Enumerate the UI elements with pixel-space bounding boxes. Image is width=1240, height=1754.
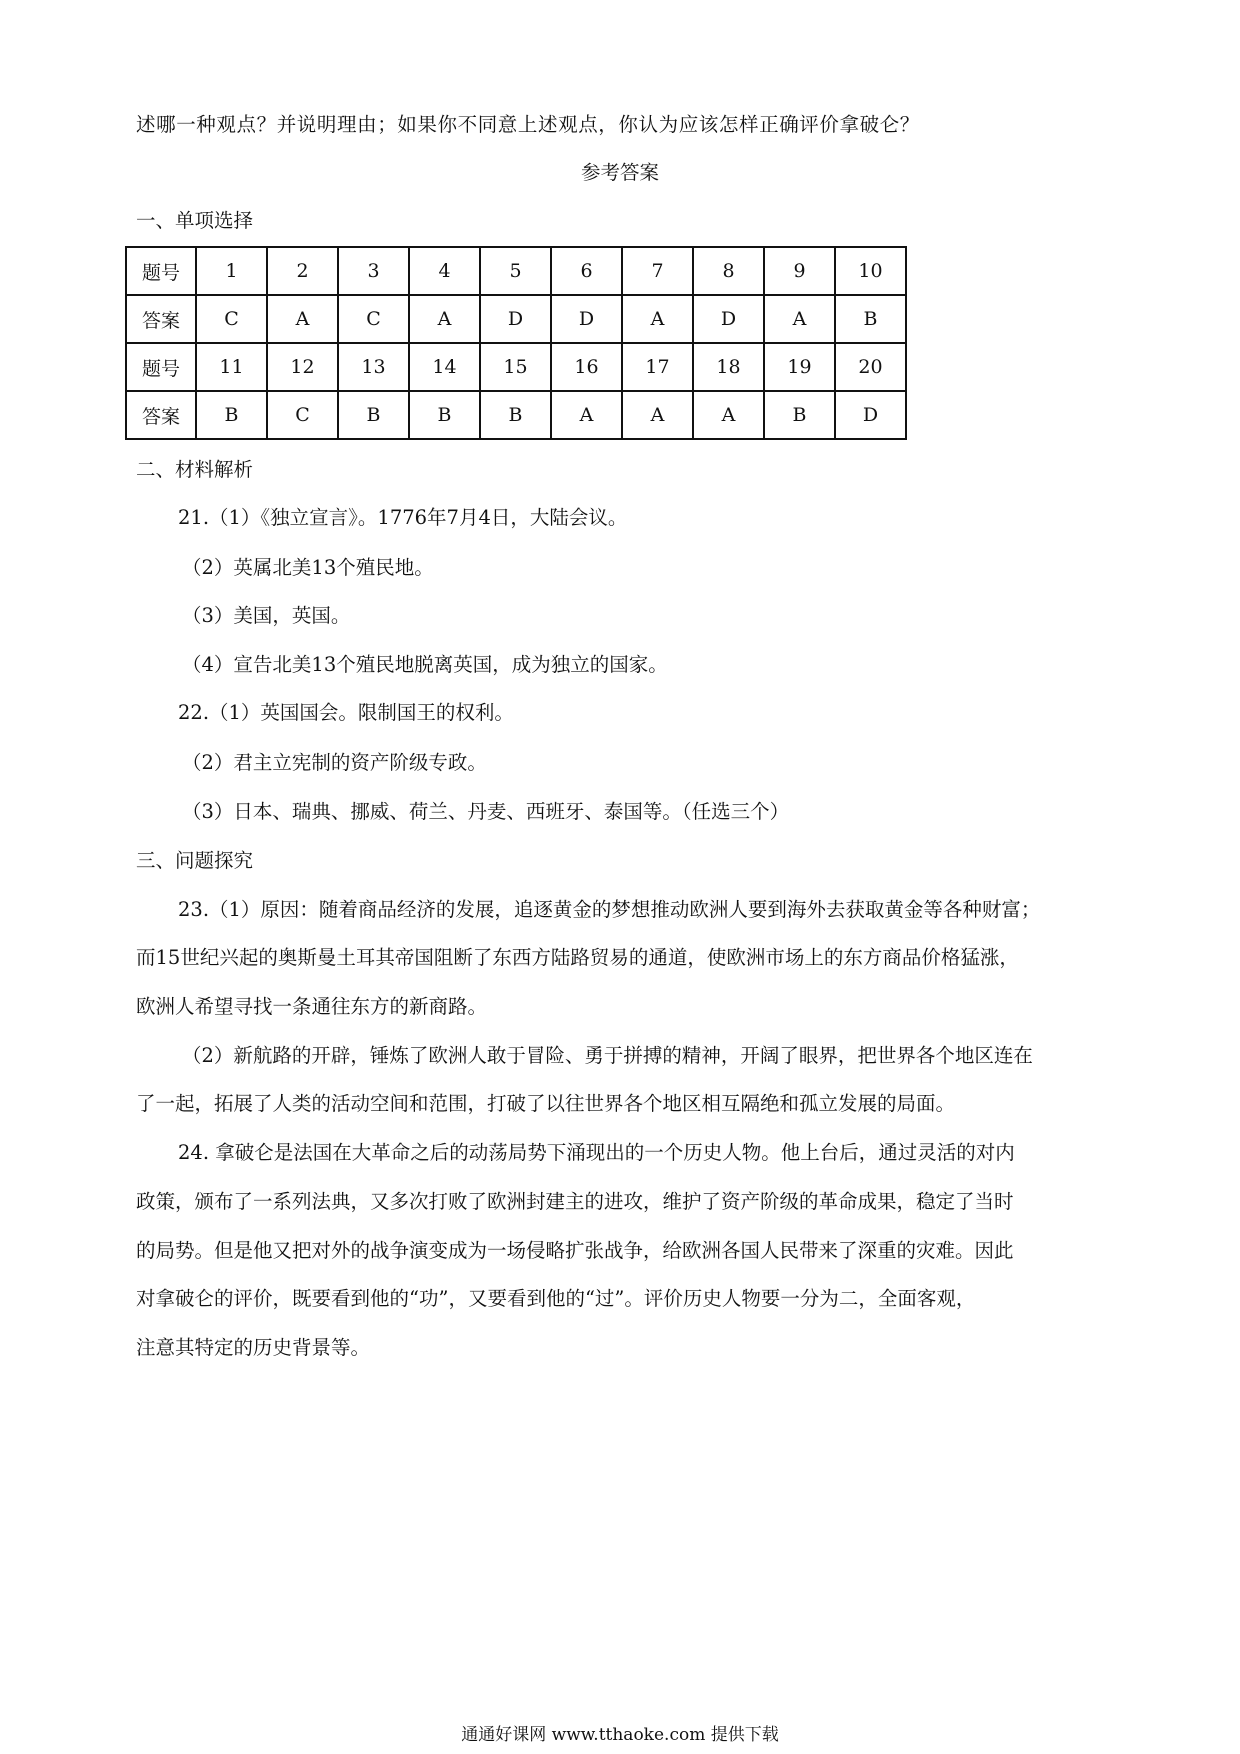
continued-question-line: 述哪一种观点？并说明理由；如果你不同意上述观点，你认为应该怎样正确评价拿破仑？ <box>136 113 920 136</box>
table-cell: 16 <box>551 343 622 391</box>
table-cell: D <box>480 295 551 343</box>
table-cell: 1 <box>196 247 267 295</box>
table-cell: A <box>622 295 693 343</box>
page-footer: 通通好课网 www.tthaoke.com 提供下载 <box>461 1725 779 1745</box>
answer-title: 参考答案 <box>580 161 659 184</box>
table-cell: 11 <box>196 343 267 391</box>
table-cell: B <box>764 391 835 439</box>
answer-23-2-line-1: （2）新航路的开辟，锤炼了欧洲人敢于冒险、勇于拼搏的精神，开阔了眼界，把世界各个地区连在 <box>182 1044 1033 1067</box>
table-cell: 8 <box>693 247 764 295</box>
table-cell: A <box>551 391 622 439</box>
answer-21-3: （3）美国，英国。 <box>182 604 351 627</box>
table-cell: 6 <box>551 247 622 295</box>
answer-23-line-2: 而15世纪兴起的奥斯曼土耳其帝国阻断了东西方陆路贸易的通道，使欧洲市场上的东方商品价格猛涨， <box>136 946 1019 969</box>
answer-23-2-line-2: 了一起，拓展了人类的活动空间和范围，打破了以往世界各个地区相互隔绝和孤立发展的局面。 <box>136 1092 956 1115</box>
answer-24-line-3: 的局势。但是他又把对外的战争演变成为一场侵略扩张战争，给欧洲各国人民带来了深重的灾难。因此 <box>136 1239 1014 1262</box>
table-cell: A <box>267 295 338 343</box>
table-cell: 20 <box>835 343 906 391</box>
table-cell: A <box>622 391 693 439</box>
answer-23-line-1: 23.（1）原因：随着商品经济的发展，追逐黄金的梦想推动欧洲人要到海外去获取黄金等各种财富； <box>178 898 1041 921</box>
table-cell: B <box>196 391 267 439</box>
answer-24-line-1: 24. 拿破仑是法国在大革命之后的动荡局势下涌现出的一个历史人物。他上台后，通过灵活的对内 <box>178 1141 1015 1164</box>
table-cell: 4 <box>409 247 480 295</box>
table-cell: 12 <box>267 343 338 391</box>
table-cell: B <box>409 391 480 439</box>
table-cell: A <box>693 391 764 439</box>
table-cell: 18 <box>693 343 764 391</box>
answer-table <box>125 246 907 440</box>
table-row <box>126 295 906 343</box>
table-row <box>126 391 906 439</box>
table-row <box>126 343 906 391</box>
answer-24-line-5: 注意其特定的历史背景等。 <box>136 1336 371 1359</box>
table-row <box>126 247 906 295</box>
row-label-cell: 题号 <box>126 343 196 391</box>
table-cell: 5 <box>480 247 551 295</box>
answer-22-3: （3）日本、瑞典、挪威、荷兰、丹麦、西班牙、泰国等。（任选三个） <box>182 800 790 823</box>
table-cell: 2 <box>267 247 338 295</box>
section1-heading: 一、单项选择 <box>136 209 254 232</box>
table-cell: B <box>480 391 551 439</box>
section3-heading: 三、问题探究 <box>136 849 254 872</box>
table-cell: D <box>693 295 764 343</box>
table-cell: 9 <box>764 247 835 295</box>
row-label-cell: 答案 <box>126 391 196 439</box>
table-cell: 10 <box>835 247 906 295</box>
table-cell: C <box>196 295 267 343</box>
answer-21-1: 21.（1）《独立宣言》。1776年7月4日，大陆会议。 <box>178 506 628 529</box>
table-cell: 3 <box>338 247 409 295</box>
answer-21-4: （4）宣告北美13个殖民地脱离英国，成为独立的国家。 <box>182 653 668 676</box>
table-cell: C <box>267 391 338 439</box>
table-cell: A <box>764 295 835 343</box>
table-cell: 17 <box>622 343 693 391</box>
table-cell: D <box>835 391 906 439</box>
answer-22-1: 22.（1）英国国会。限制国王的权利。 <box>178 701 514 724</box>
answer-23-line-3: 欧洲人希望寻找一条通往东方的新商路。 <box>136 995 488 1018</box>
answer-21-2: （2）英属北美13个殖民地。 <box>182 556 434 579</box>
answer-24-line-2: 政策，颁布了一系列法典，又多次打败了欧洲封建主的进攻，维护了资产阶级的革命成果，稳定了当时 <box>136 1190 1014 1213</box>
table-cell: 15 <box>480 343 551 391</box>
table-cell: D <box>551 295 622 343</box>
table-cell: A <box>409 295 480 343</box>
table-cell: B <box>338 391 409 439</box>
answer-24-line-4: 对拿破仑的评价，既要看到他的“功”，又要看到他的“过”。评价历史人物要一分为二，全面客观， <box>136 1287 976 1310</box>
section2-heading: 二、材料解析 <box>136 458 254 481</box>
table-cell: 19 <box>764 343 835 391</box>
table-cell: 7 <box>622 247 693 295</box>
table-cell: C <box>338 295 409 343</box>
answer-22-2: （2）君主立宪制的资产阶级专政。 <box>182 751 487 774</box>
row-label-cell: 答案 <box>126 295 196 343</box>
table-cell: B <box>835 295 906 343</box>
table-cell: 13 <box>338 343 409 391</box>
table-cell: 14 <box>409 343 480 391</box>
row-label-cell: 题号 <box>126 247 196 295</box>
